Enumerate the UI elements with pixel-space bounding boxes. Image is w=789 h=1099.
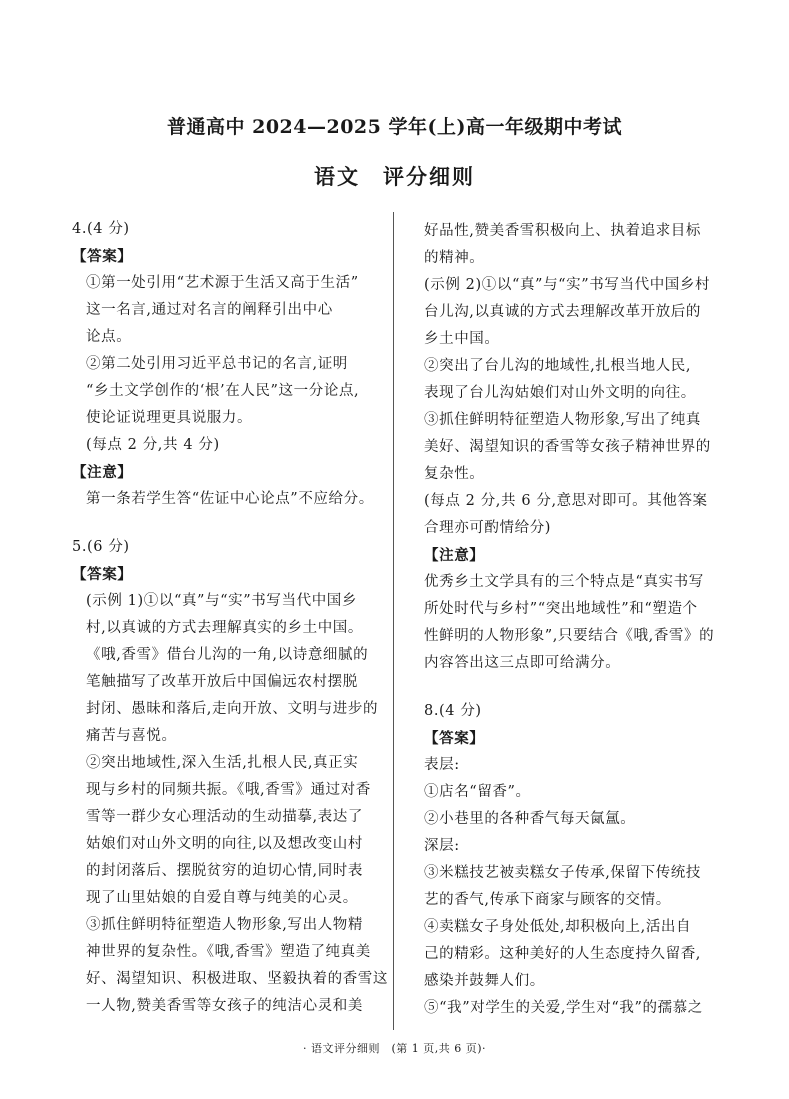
text-line: 美好、渴望知识的香雪等女孩子精神世界的 (424, 439, 711, 455)
text-line: (示例 2)①以“真”与“实”书写当代中国乡村 (424, 277, 711, 293)
text-line: 4.(4 分) (72, 221, 130, 237)
text-line: 使论证说理更具说服力。 (86, 410, 253, 426)
text-line: ②突出了台儿沟的地域性,扎根当地人民, (424, 358, 692, 374)
text-line: 痛苦与喜悦。 (86, 728, 177, 744)
section-heading: 【注意】 (72, 464, 133, 481)
section-gap (72, 513, 390, 534)
text-line: ②小巷里的各种香气每天氤氲。 (424, 811, 636, 827)
section-heading: 【注意】 (424, 547, 485, 564)
text-line: 己的精彩。这种美好的人生态度持久留香, (424, 946, 702, 962)
page-title: 普通高中 2024—2025 学年(上)高一年级期中考试 (167, 116, 622, 138)
text-line: 现了山里姑娘的自爱自尊与纯美的心灵。 (86, 890, 358, 906)
section-gap (424, 677, 742, 698)
text-line: (示例 1)①以“真”与“实”书写当代中国乡 (86, 593, 357, 609)
text-line: ①店名“留香”。 (424, 784, 531, 800)
text-line: 一人物,赞美香雪等女孩子的纯洁心灵和美 (86, 998, 364, 1014)
text-line: 内容答出这三点即可给满分。 (424, 655, 621, 671)
text-line: ④卖糕女子身处低处,却积极向上,活出自 (424, 919, 692, 935)
text-line: ③米糕技艺被卖糕女子传承,保留下传统技 (424, 865, 702, 881)
section-heading: 【答案】 (72, 248, 133, 265)
page-footer: · 语文评分细则 (第 1 页,共 6 页)· (302, 1042, 487, 1055)
right-column (424, 218, 742, 1022)
section-heading: 【答案】 (424, 730, 485, 747)
text-line: ②突出地域性,深入生活,扎根人民,真正实 (86, 755, 359, 771)
text-line: 的精神。 (424, 250, 485, 266)
text-line: 复杂性。 (424, 466, 485, 482)
text-line: 的封闭落后、摆脱贫穷的迫切心情,同时表 (86, 863, 364, 879)
text-line: 好品性,赞美香雪积极向上、执着追求目标 (424, 223, 702, 239)
text-line: 表现了台儿沟姑娘们对山外文明的向往。 (424, 385, 696, 401)
text-line: 台儿沟,以真诚的方式去理解改革开放后的 (424, 304, 702, 320)
text-line: ⑤“我”对学生的关爱,学生对“我”的孺慕之 (424, 1000, 703, 1016)
text-line: 深层: (424, 838, 460, 854)
text-line: 表层: (424, 757, 460, 773)
text-line: 这一名言,通过对名言的阐释引出中心 (86, 302, 333, 318)
text-line: 乡土中国。 (424, 331, 500, 347)
page-subtitle: 语文 评分细则 (314, 164, 475, 189)
text-line: 性鲜明的人物形象”,只要结合《哦,香雪》的 (424, 628, 715, 644)
text-line: 神世界的复杂性。《哦,香雪》塑造了纯真美 (86, 944, 371, 960)
text-line: ②第二处引用习近平总书记的名言,证明 (86, 356, 348, 372)
text-line: 第一条若学生答“佐证中心论点”不应给分。 (86, 491, 374, 507)
text-line: 8.(4 分) (424, 703, 482, 719)
column-divider (393, 212, 394, 1030)
text-line: 优秀乡土文学具有的三个特点是“真实书写 (424, 574, 704, 590)
text-line: ③抓住鲜明特征塑造人物形象,写出了纯真 (424, 412, 702, 428)
text-line: 现与乡村的同频共振。《哦,香雪》通过对香 (86, 782, 371, 798)
text-line: 封闭、愚昧和落后,走向开放、文明与进步的 (86, 701, 379, 717)
text-line: 所处时代与乡村”“突出地域性”和“塑造个 (424, 601, 698, 617)
text-line: 《哦,香雪》借台儿沟的一角,以诗意细腻的 (86, 647, 369, 663)
section-heading: 【答案】 (72, 566, 133, 583)
text-line: 感染并鼓舞人们。 (424, 973, 545, 989)
text-line: ③抓住鲜明特征塑造人物形象,写出人物精 (86, 917, 364, 933)
text-line: 姑娘们对山外文明的向往,以及想改变山村 (86, 836, 364, 852)
text-line: 笔触描写了改革开放后中国偏远农村摆脱 (86, 674, 358, 690)
text-line: 艺的香气,传承下商家与顾客的交情。 (424, 892, 671, 908)
text-line: 论点。 (86, 329, 132, 345)
text-line: “乡土文学创作的‘根’在人民”这一分论点, (86, 383, 360, 399)
text-line: 合理亦可酌情给分) (424, 520, 552, 536)
text-line: 5.(6 分) (72, 539, 130, 555)
text-line: 雪等一群少女心理活动的生动描摹,表达了 (86, 809, 364, 825)
text-line: (每点 2 分,共 4 分) (86, 437, 220, 453)
left-column (72, 216, 390, 1020)
text-line: 好、渴望知识、积极进取、坚毅执着的香雪这 (86, 971, 388, 987)
text-line: (每点 2 分,共 6 分,意思对即可。其他答案 (424, 493, 708, 509)
text-line: 村,以真诚的方式去理解真实的乡土中国。 (86, 620, 364, 636)
text-line: ①第一处引用“艺术源于生活又高于生活” (86, 275, 359, 291)
